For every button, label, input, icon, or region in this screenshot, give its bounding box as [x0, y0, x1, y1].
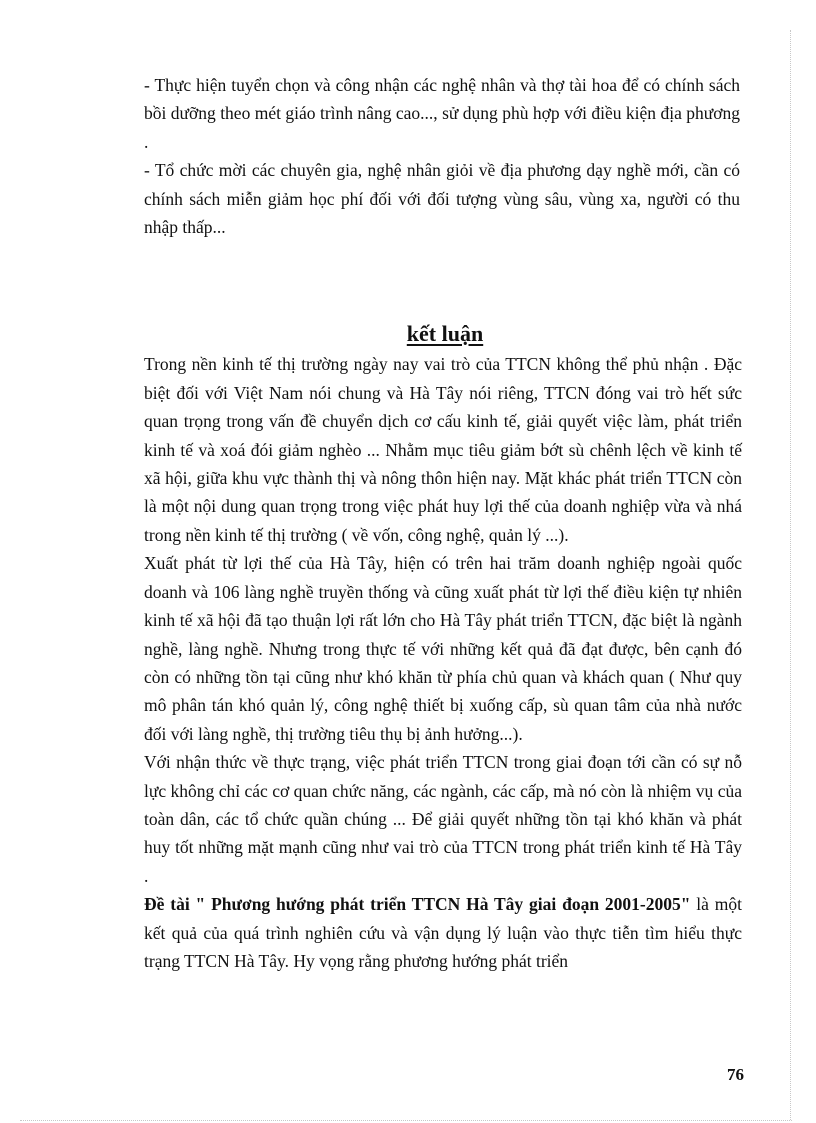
- page-content: [144, 71, 742, 975]
- page-border-bottom: [20, 1120, 792, 1121]
- conclusion-paragraph-2: Xuất phát từ lợi thế của Hà Tây, hiện có trên hai trăm doanh nghiệp ngoài quốc doanh và 106 làng nghề truyền thống và cũng xuất phát từ lợi thế điều kiện tự nhiên kinh tế xã hội đã tạo thuận lợi rất lớn cho Hà Tây phát triển TTCN, đặc biệt là ngành nghề, làng nghề. Nhưng trong thực tế với những kết quả đã đạt được, bên cạnh đó còn có những tồn tại cũng như khó khăn từ phía chủ quan và khách quan ( Như quy mô phân tán khó quản lý, công nghệ thiết bị xuống cấp, sù quan tâm của nhà nước đối với làng nghề, thị trường tiêu thụ bị ảnh hưởng...).: [144, 553, 742, 744]
- conclusion-heading-text: kết luận: [406, 321, 484, 347]
- intro-bullets: [144, 71, 740, 241]
- section-spacer: [144, 241, 742, 319]
- intro-bullet-2: - Tổ chức mời các chuyên gia, nghệ nhân giỏi về địa phương dạy nghề mới, cần có chính sách miễn giảm học phí đối với đối tượng vùng sâu, vùng xa, người có thu nhập thấp...: [144, 160, 740, 238]
- conclusion-paragraph-3: Với nhận thức về thực trạng, việc phát triển TTCN trong giai đoạn tới cần có sự nỗ lực không chỉ các cơ quan chức năng, các ngành, các cấp, mà nó còn là nhiệm vụ của toàn dân, các tổ chức quần chúng ... Để giải quyết những tồn tại khó khăn và phát huy tốt những mặt mạnh cũng như vai trò của TTCN trong phát triển kinh tế Hà Tây .: [144, 752, 742, 886]
- paragraph-4-lead: Đề tài: [144, 894, 196, 915]
- thesis-title: " Phương hướng phát triển TTCN Hà Tây giai đoạn 2001-2005": [195, 894, 691, 915]
- page-number: 76: [727, 1065, 744, 1084]
- conclusion-heading: [144, 319, 742, 349]
- intro-bullet-1: - Thực hiện tuyển chọn và công nhận các nghệ nhân và thợ tài hoa để có chính sách bồi dưỡng theo mét giáo trình nâng cao..., sử dụng phù hợp với điều kiện địa phương .: [144, 75, 740, 152]
- conclusion-paragraph-1: Trong nền kinh tế thị trường ngày nay vai trò của TTCN không thể phủ nhận . Đặc biệt đối với Việt Nam nói chung và Hà Tây nói riêng, TTCN đóng vai trò hết sức quan trọng trong vấn đề chuyển dịch cơ cấu kinh tế, giải quyết việc làm, phát triển kinh tế và xoá đói giảm nghèo ... Nhằm mục tiêu giảm bớt sù chênh lệch về kinh tế xã hội, giữa khu vực thành thị và nông thôn hiện nay. Mặt khác phát triển TTCN còn là một nội dung quan trọng trong việc phát huy lợi thế của doanh nghiệp vừa và nhá trong nền kinh tế thị trường ( về vốn, công nghệ, quản lý ...).: [144, 354, 742, 545]
- paragraph-4-rest: là một kết quả của quá trình nghiên cứu và vận dụng lý luận vào thực tiễn tìm hiểu thực trạng TTCN Hà Tây. Hy vọng rằng phương hướng phát triển: [144, 894, 742, 971]
- page-border-right: [790, 30, 791, 1120]
- conclusion-paragraph-4: [144, 890, 742, 975]
